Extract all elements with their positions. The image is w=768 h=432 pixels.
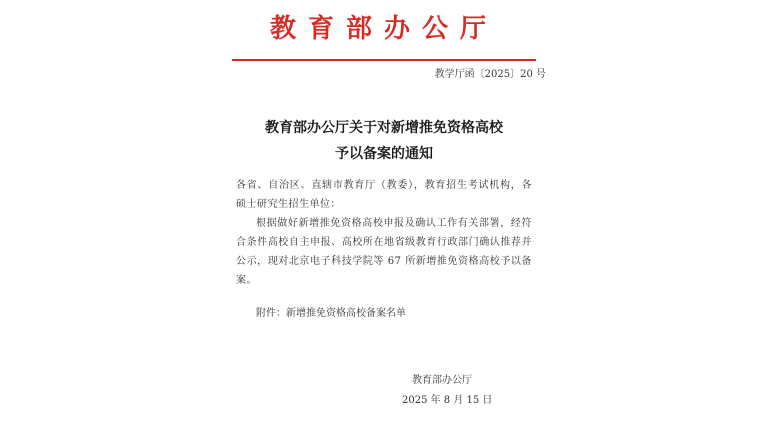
signature-date: 2025 年 8 月 15 日 (402, 395, 493, 406)
notice-title-line-1: 教育部办公厅关于对新增推免资格高校 (265, 120, 503, 136)
attachment-note: 附件：新增推免资格高校备案名单 (256, 308, 406, 319)
signer-name: 教育部办公厅 (412, 375, 472, 386)
addressee-line: 各省、自治区、直辖市教育厅（教委），教育招生考试机构，各硕士研究生招生单位： (236, 180, 532, 210)
red-divider-line (232, 59, 536, 61)
document-number: 教学厅函〔2025〕20 号 (434, 69, 546, 80)
issuer-header-title: 教育部办公厅 (269, 14, 498, 44)
notice-title (0, 115, 768, 167)
notice-title-line-2: 予以备案的通知 (335, 146, 433, 162)
body-paragraph: 根据做好新增推免资格高校申报及确认工作有关部署，经符合条件高校自主申报、高校所在地省级教育行政部门确认推荐并公示，现对北京电子科技学院等 67 所新增推免资格高校予以备案。 (236, 218, 532, 286)
